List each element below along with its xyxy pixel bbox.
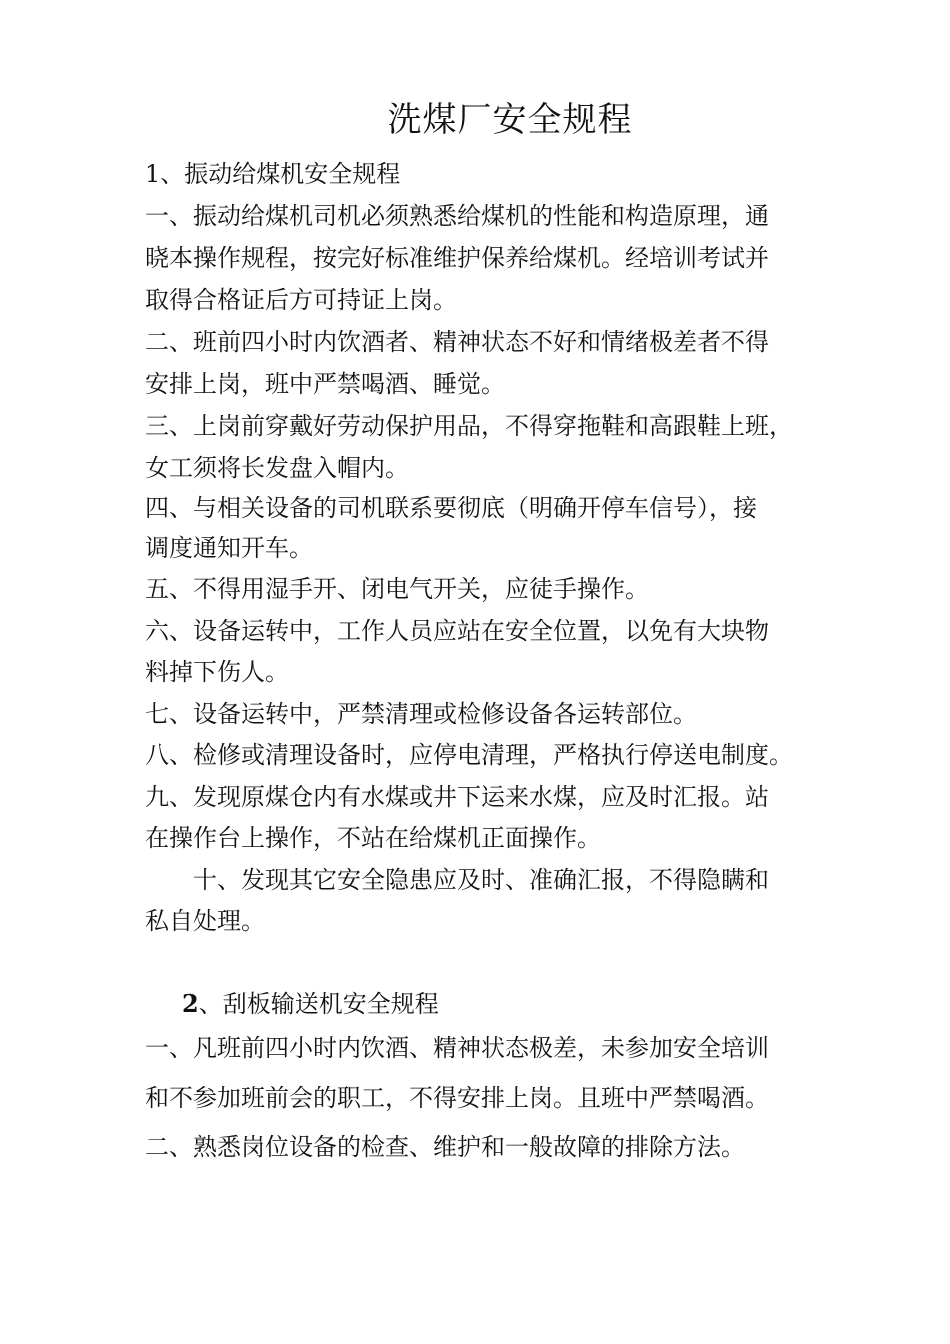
paragraph-line: 调度通知开车。 [145, 534, 313, 562]
section-heading-text: 、刮板输送机安全规程 [198, 990, 439, 1018]
paragraph-line: 八、检修或清理设备时，应停电清理，严格执行停送电制度。 [145, 741, 793, 769]
paragraph-line: 女工须将长发盘入帽内。 [145, 454, 409, 482]
paragraph-line: 和不参加班前会的职工，不得安排上岗。且班中严禁喝酒。 [145, 1084, 769, 1112]
section-heading-2 [182, 987, 439, 1021]
paragraph-line: 九、发现原煤仓内有水煤或井下运来水煤，应及时汇报。站 [145, 783, 769, 811]
section-heading-1: 1、振动给煤机安全规程 [145, 160, 401, 188]
paragraph-line: 在操作台上操作，不站在给煤机正面操作。 [145, 824, 601, 852]
paragraph-line: 十、发现其它安全隐患应及时、准确汇报，不得隐瞒和 [193, 866, 769, 894]
paragraph-line: 三、上岗前穿戴好劳动保护用品，不得穿拖鞋和高跟鞋上班， [145, 412, 793, 440]
section-number: 2 [182, 989, 199, 1018]
paragraph-line: 七、设备运转中，严禁清理或检修设备各运转部位。 [145, 700, 697, 728]
paragraph-line: 取得合格证后方可持证上岗。 [145, 286, 457, 314]
paragraph-line: 晓本操作规程，按完好标准维护保养给煤机。经培训考试并 [145, 244, 769, 272]
paragraph-line: 六、设备运转中，工作人员应站在安全位置，以免有大块物 [145, 617, 769, 645]
paragraph-line: 五、不得用湿手开、闭电气开关，应徒手操作。 [145, 575, 649, 603]
paragraph-line: 私自处理。 [145, 907, 265, 935]
paragraph-line: 安排上岗，班中严禁喝酒、睡觉。 [145, 370, 505, 398]
paragraph-line: 二、熟悉岗位设备的检查、维护和一般故障的排除方法。 [145, 1133, 745, 1161]
paragraph-line: 一、振动给煤机司机必须熟悉给煤机的性能和构造原理，通 [145, 202, 769, 230]
paragraph-line: 一、凡班前四小时内饮酒、精神状态极差，未参加安全培训 [145, 1034, 769, 1062]
paragraph-line: 二、班前四小时内饮酒者、精神状态不好和情绪极差者不得 [145, 328, 769, 356]
document-title: 洗煤厂安全规程 [387, 100, 633, 140]
paragraph-line: 料掉下伤人。 [145, 658, 289, 686]
paragraph-line: 四、与相关设备的司机联系要彻底（明确开停车信号），接 [145, 494, 757, 522]
